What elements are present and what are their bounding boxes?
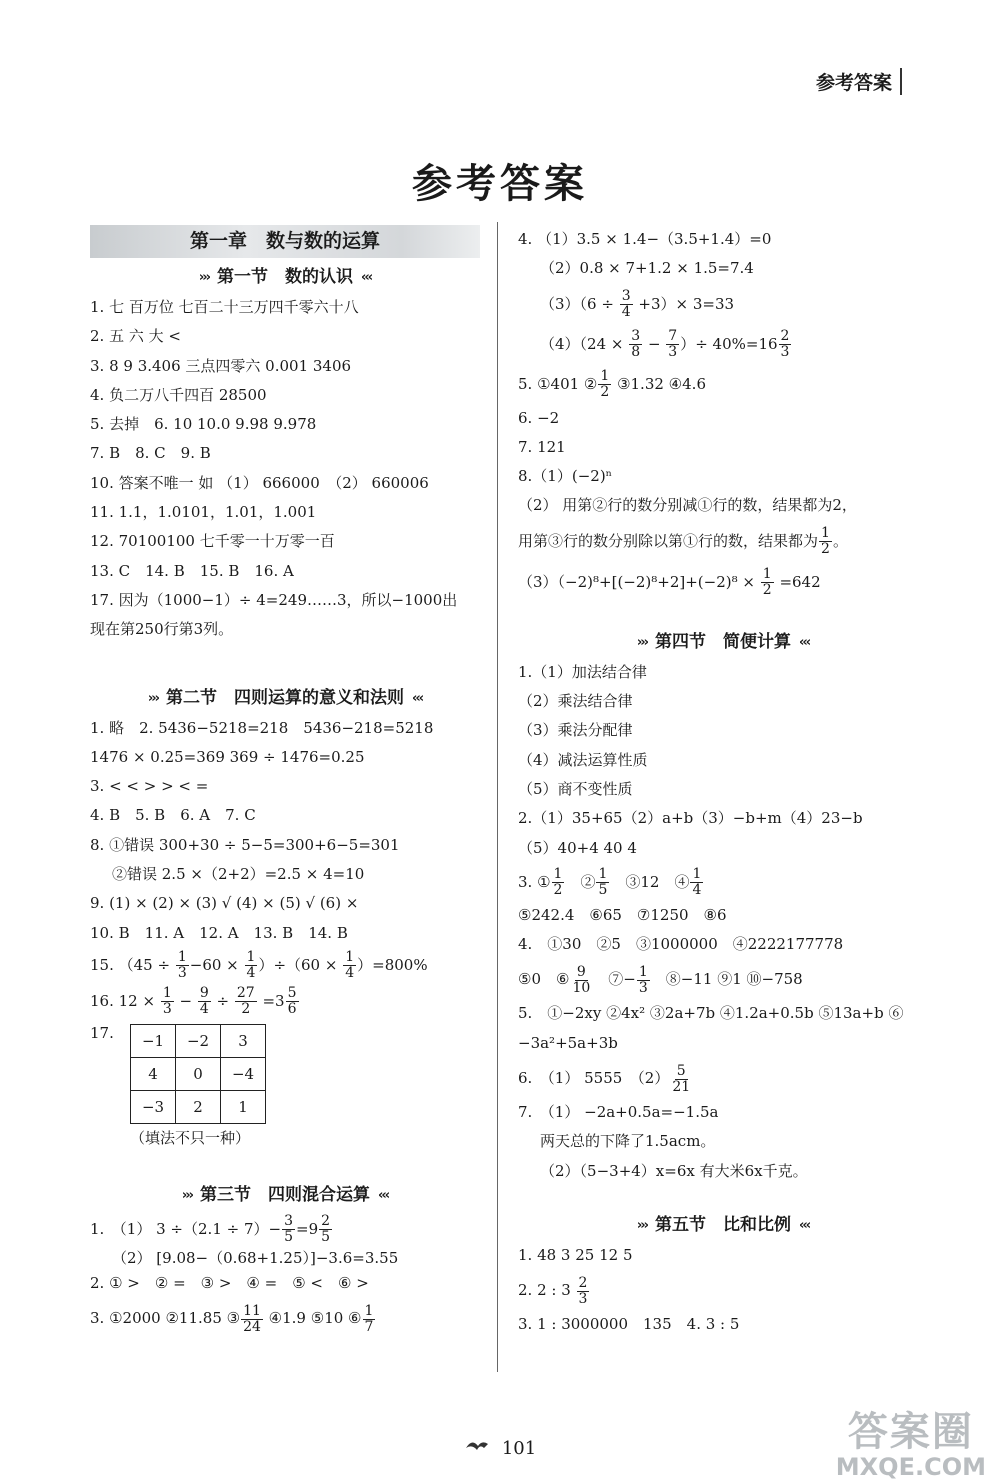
fraction: $\frac{27}{2}$ <box>236 985 255 1018</box>
answer-line: ⑤242.4 ⑥65 ⑦1250 ⑧6 <box>518 905 727 924</box>
fraction: $\frac{1}{7}$ <box>364 1302 374 1335</box>
answer-line: 11. 1.1，1.0101，1.01，1.001 <box>90 503 317 522</box>
fraction: $\frac{9}{10}$ <box>572 963 591 996</box>
answer-line: 2. 2 : 3 $\frac{2}{3}$ <box>518 1274 588 1307</box>
grid-cell: 4 <box>131 1057 176 1090</box>
answer-line: 1. 七 百万位 七百二十三万四千零六十八 <box>90 298 359 316</box>
answer-line: 16. 12 × $\frac{1}{3}$ − $\frac{9}{4}$ ÷ $\frac{27}{2}$ =3 $\frac{5}{6}$ <box>90 985 297 1018</box>
fraction: $\frac{1}{2}$ <box>821 525 830 558</box>
fraction: $\frac{2}{3}$ <box>578 1274 588 1307</box>
grid-note: （填法不只一种） <box>130 1128 251 1147</box>
section-title: ››› 第二节 四则运算的意义和法则 ‹‹‹ <box>147 687 423 708</box>
answer-line: 1.（1）加法结合律 <box>518 662 647 681</box>
running-header: 参考答案 <box>816 68 902 95</box>
answer-line: 17. 因为（1000−1）÷ 4=249……3，所以−1000出 <box>90 590 458 609</box>
answer-line: 两天总的下降了1.5acm。 <box>540 1132 716 1151</box>
answer-line: 3. ① $\frac{1}{2}$ ② $\frac{1}{5}$ ③12 ④ $\frac{1}{4}$ <box>518 866 702 899</box>
answer-line: 3. 8 9 3.406 三点四零六 0.001 3406 <box>90 356 352 375</box>
answer-line: （3）（6 ÷ $\frac{3}{4}$ +3）× 3=33 <box>540 288 735 321</box>
fraction: $\frac{1}{4}$ <box>345 949 355 982</box>
grid-cell: −2 <box>176 1024 221 1057</box>
fraction: $\frac{2}{5}$ <box>321 1213 331 1246</box>
section-title: ››› 第五节 比和比例 ‹‹‹ <box>636 1214 810 1235</box>
chapter-banner: 第一章 数与数的运算 <box>90 225 480 258</box>
answer-line: 7. 121 <box>518 437 566 456</box>
answer-line: 9. (1) × (2) × (3) √ (4) × (5) √ (6) × <box>90 894 359 913</box>
answer-line: （5）40+4 40 4 <box>518 838 637 857</box>
right-column <box>518 225 928 1340</box>
answer-line: 1. （1） 3 ÷（2.1 ÷ 7）− $\frac{3}{5}$ =9 $\frac{2}{5}$ <box>90 1213 331 1246</box>
answer-line: 4. ①30 ②5 ③1000000 ④2222177778 <box>518 935 844 954</box>
answer-line: 13. C 14. B 15. B 16. A <box>90 561 294 580</box>
watermark: 答案圈 MXQE.COM <box>835 1409 986 1481</box>
answer-line: 1. 略 2. 5436−5218=218 5436−218=5218 <box>90 718 434 737</box>
answer-line: 1476 × 0.25=369 369 ÷ 1476=0.25 <box>90 747 365 766</box>
grid-cell: 0 <box>176 1057 221 1090</box>
answer-line: 10. 答案不唯一 如 （1） 666000 （2） 660006 <box>90 473 429 492</box>
answer-line: （2）乘法结合律 <box>518 692 633 711</box>
fraction: $\frac{5}{6}$ <box>287 985 297 1018</box>
answer-line: （4）（24 × $\frac{3}{8}$ − $\frac{7}{3}$ ）÷ 40%=16 $\frac{2}{3}$ <box>540 328 790 361</box>
fraction: $\frac{3}{8}$ <box>631 328 641 361</box>
grid-cell: 3 <box>221 1024 266 1057</box>
fraction: $\frac{1}{2}$ <box>600 368 610 401</box>
fraction: $\frac{11}{24}$ <box>243 1302 261 1335</box>
answer-line: ⑤0 ⑥ $\frac{9}{10}$ ⑦− $\frac{1}{3}$ ⑧−11 ⑨1 ⑩−758 <box>518 963 803 996</box>
answer-line: 现在第250行第3列。 <box>90 620 234 639</box>
answer-line: 用第③行的数分别除以第①行的数，结果都为 $\frac{1}{2}$ 。 <box>518 525 848 558</box>
fraction: $\frac{1}{3}$ <box>162 985 172 1018</box>
answer-line: （3）（−2)⁸+[(−2)⁸+2]+(−2)⁸ × $\frac{1}{2}$ =642 <box>518 566 821 599</box>
answer-line: 5. ①401 ② $\frac{1}{2}$ ③1.32 ④4.6 <box>518 368 706 401</box>
answer-line: 8. ①错误 300+30 ÷ 5−5=300+6−5=301 <box>90 835 400 854</box>
fraction: $\frac{1}{3}$ <box>177 949 187 982</box>
grid-cell: −4 <box>221 1057 266 1090</box>
grid-cell: −3 <box>131 1090 176 1123</box>
answer-line: 10. B 11. A 12. A 13. B 14. B <box>90 923 348 942</box>
section-5-answers <box>518 1241 928 1340</box>
grid-cell: −1 <box>131 1024 176 1057</box>
publisher-logo-icon <box>464 1436 492 1458</box>
section-1-answers <box>90 293 480 645</box>
fraction: $\frac{1}{4}$ <box>692 866 702 899</box>
page-number: 101 <box>501 1438 537 1459</box>
answer-line: （2）0.8 × 7+1.2 × 1.5=7.4 <box>540 259 754 278</box>
answer-line: 5. 去掉 6. 10 10.0 9.98 9.978 <box>90 415 317 434</box>
left-column <box>90 225 480 1338</box>
answer-line: 8.（1）(−2)ⁿ <box>518 467 613 486</box>
section-2-answers <box>90 714 480 1152</box>
answer-line: 7. （1） −2a+0.5a=−1.5a <box>518 1103 719 1122</box>
answer-line: ②错误 2.5 ×（2+2）=2.5 × 4=10 <box>112 865 365 884</box>
answer-line: （2） [9.08−（0.68+1.25）]−3.6=3.55 <box>112 1248 399 1267</box>
fraction: $\frac{1}{3}$ <box>638 963 648 996</box>
section-title: ››› 第一节 数的认识 ‹‹‹ <box>198 267 372 287</box>
answer-line: 4. 负二万八千四百 28500 <box>90 385 267 404</box>
answer-line: （4）减法运算性质 <box>518 750 648 769</box>
fraction: $\frac{1}{2}$ <box>553 866 563 899</box>
answer-line: 2. ① > ② = ③ > ④ = ⑤ < ⑥ > <box>90 1273 369 1292</box>
column-divider <box>497 222 498 1372</box>
fraction: $\frac{1}{4}$ <box>246 949 256 982</box>
answer-line: 6. （1） 5555 （2） $\frac{5}{21}$ <box>518 1062 691 1095</box>
answer-line: （2）（5−3+4）x=6x 有大米6x千克。 <box>540 1161 808 1180</box>
answer-line: 1. 48 3 25 12 5 <box>518 1245 633 1264</box>
answer-line: 2. 五 六 大 < <box>90 327 181 346</box>
page-title: 参考答案 <box>412 160 588 207</box>
fraction: $\frac{5}{21}$ <box>672 1062 691 1095</box>
grid-cell: 2 <box>176 1090 221 1123</box>
fraction: $\frac{3}{4}$ <box>621 288 631 321</box>
fraction: $\frac{9}{4}$ <box>199 985 209 1018</box>
number-grid <box>130 1024 266 1124</box>
answer-line: 7. B 8. C 9. B <box>90 444 211 463</box>
answer-line: （2） 用第②行的数分别减①行的数，结果都为2， <box>518 496 857 515</box>
answer-line: 6. −2 <box>518 408 560 427</box>
section-title: ››› 第四节 简便计算 ‹‹‹ <box>636 631 810 652</box>
answer-line: （3）乘法分配律 <box>518 721 633 740</box>
answer-line: （5）商不变性质 <box>518 779 633 798</box>
section-4-answers <box>518 658 928 1186</box>
fraction: $\frac{2}{3}$ <box>780 328 790 361</box>
magic-square-answer: 17. −1 −2 3 4 0 −4 −3 2 1 <box>90 1024 480 1124</box>
fraction: $\frac{1}{5}$ <box>598 866 608 899</box>
answer-line: 3. < < > > < = <box>90 777 209 796</box>
answer-line: 2.（1）35+65（2）a+b（3）−b+m（4）23−b <box>518 809 863 828</box>
answer-line: 3. ①2000 ②11.85 ③ $\frac{11}{24}$ ④1.9 ⑤10 ⑥ $\frac{1}{7}$ <box>90 1302 374 1335</box>
section-3-answers <box>90 1211 480 1338</box>
grid-cell: 1 <box>221 1090 266 1123</box>
answer-line: 12. 70100100 七千零一十万零一百 <box>90 532 335 551</box>
fraction: $\frac{3}{5}$ <box>284 1213 293 1246</box>
section-title: ››› 第三节 四则混合运算 ‹‹‹ <box>181 1184 389 1205</box>
answer-line: 5. ①−2xy ②4x² ③2a+7b ④1.2a+0.5b ⑤13a+b ⑥ <box>518 1004 904 1023</box>
answer-line: 3. 1 : 3000000 135 4. 3 : 5 <box>518 1315 740 1334</box>
answer-line: 4. （1）3.5 × 1.4−（3.5+1.4）=0 <box>518 230 772 248</box>
fraction: $\frac{7}{3}$ <box>668 328 678 361</box>
fraction: $\frac{1}{2}$ <box>762 566 772 599</box>
answer-line: 15. （45 ÷ $\frac{1}{3}$ −60 × $\frac{1}{4}$ ）÷（60 × $\frac{1}{4}$ ）=800% <box>90 949 428 982</box>
answer-line: −3a²+5a+3b <box>518 1033 618 1052</box>
answer-line: 4. B 5. B 6. A 7. C <box>90 806 256 825</box>
